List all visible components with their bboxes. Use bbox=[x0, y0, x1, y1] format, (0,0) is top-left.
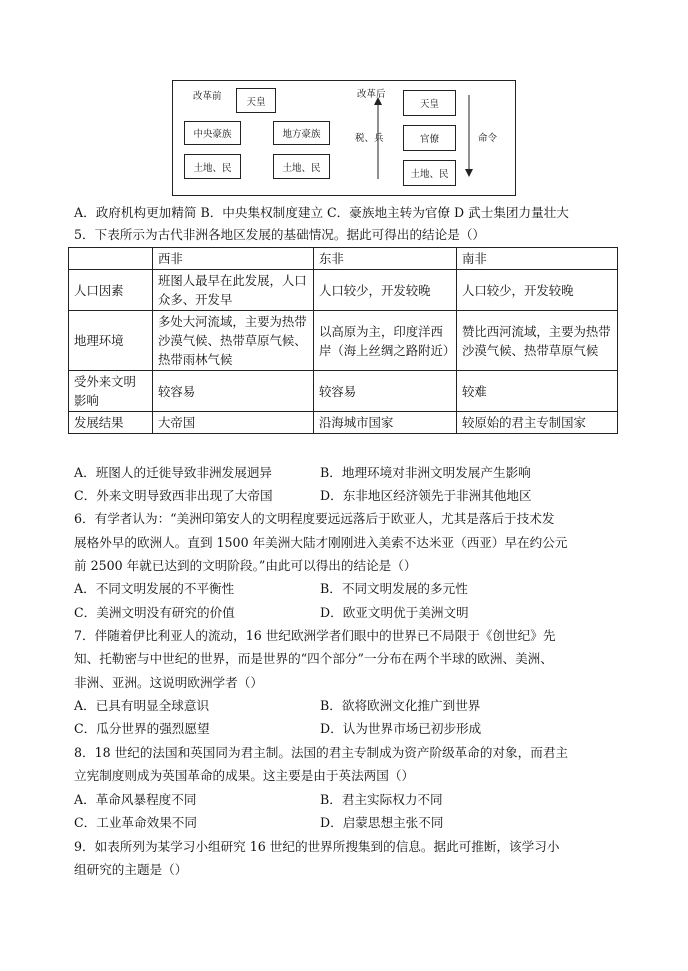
q8-option-c: C．工业革命效果不同 bbox=[74, 815, 197, 830]
q9-line-1: 9．如表所列为某学习小组研究 16 世纪的世界所搜集到的信息。据此可推断，该学习小 bbox=[74, 839, 560, 854]
table-cell bbox=[69, 248, 153, 270]
table-header-row bbox=[69, 248, 618, 270]
table-cell: 人口因素 bbox=[69, 270, 153, 311]
after-label: 改革后 bbox=[357, 89, 386, 100]
q7-line-3: 非洲、亚洲。这说明欧洲学者（） bbox=[74, 675, 263, 690]
q9-line-2: 组研究的主题是（） bbox=[74, 862, 188, 877]
q5-table bbox=[68, 247, 618, 434]
table-cell: 地理环境 bbox=[69, 311, 153, 371]
table-row bbox=[69, 371, 618, 412]
officials-box: 官僚 bbox=[403, 125, 456, 151]
table-cell: 较容易 bbox=[314, 371, 457, 412]
q6-option-d: D．欧亚文明优于美洲文明 bbox=[320, 605, 469, 620]
q8-line-2: 立宪制度则成为英国革命的成果。这主要是由于英法两国（） bbox=[74, 768, 415, 783]
table-cell: 班图人最早在此发展，人口众多、开发早 bbox=[153, 270, 314, 311]
table-row bbox=[69, 270, 618, 311]
table-cell: 人口较少，开发较晚 bbox=[457, 270, 618, 311]
after-emperor-box: 天皇 bbox=[403, 90, 456, 116]
q6-option-a: A．不同文明发展的不平衡性 bbox=[74, 581, 235, 596]
q8-option-d: D．启蒙思想主张不同 bbox=[320, 815, 444, 830]
q8-option-a: A．革命风暴程度不同 bbox=[74, 792, 197, 807]
table-cell: 赞比西河流域，主要为热带沙漠气候、热带草原气候 bbox=[457, 311, 618, 371]
q5-option-b: B．地理环境对非洲文明发展产生影响 bbox=[320, 465, 531, 480]
q6-option-b: B．不同文明发展的多元性 bbox=[320, 581, 468, 596]
q5-option-c: C．外来文明导致西非出现了大帝国 bbox=[74, 488, 273, 503]
table-cell: 以高原为主，印度洋西岸（海上丝绸之路附近） bbox=[314, 311, 457, 371]
taika-reform-diagram bbox=[172, 80, 516, 196]
local-clans-box: 地方豪族 bbox=[273, 121, 330, 145]
table-cell: 较原始的君主专制国家 bbox=[457, 412, 618, 434]
table-cell: 受外来文明影响 bbox=[69, 371, 153, 412]
q7-line-2: 知、托勒密与中世纪的世界，而是世界的“四个部分”一分布在两个半球的欧洲、美洲、 bbox=[74, 651, 553, 666]
table-cell: 东非 bbox=[314, 248, 457, 270]
before-emperor-box: 天皇 bbox=[236, 88, 276, 113]
before-label: 改革前 bbox=[193, 91, 222, 102]
q6-line-1: 6．有学者认为：“美洲印第安人的文明程度要远远落后于欧亚人，尤其是落后于技术发 bbox=[74, 511, 555, 526]
q7-option-a: A．已具有明显全球意识 bbox=[74, 698, 210, 713]
table-row bbox=[69, 412, 618, 434]
q6-line-3: 前 2500 年就已达到的文明阶段。”由此可以得出的结论是（） bbox=[74, 558, 417, 573]
q7-option-c: C．瓜分世界的强烈愿望 bbox=[74, 721, 210, 736]
q5-stem: 5．下表所示为古代非洲各地区发展的基础情况。据此可得出的结论是（） bbox=[74, 227, 486, 242]
table-cell: 较难 bbox=[457, 371, 618, 412]
q5-option-a: A．班图人的迁徙导致非洲发展迥异 bbox=[74, 465, 273, 480]
table-cell: 南非 bbox=[457, 248, 618, 270]
land-people-box-3: 土地、民 bbox=[403, 160, 456, 186]
q8-line-1: 8．18 世纪的法国和英国同为君主制。法国的君主专制成为资产阶级革命的对象，而君主 bbox=[74, 745, 569, 760]
land-people-box-2: 土地、民 bbox=[273, 154, 330, 179]
table-cell: 西非 bbox=[153, 248, 314, 270]
q8-option-b: B．君主实际权力不同 bbox=[320, 792, 443, 807]
central-clans-box: 中央豪族 bbox=[184, 121, 241, 145]
table-row bbox=[69, 311, 618, 371]
q6-option-c: C．美洲文明没有研究的价值 bbox=[74, 605, 235, 620]
q6-line-2: 展格外早的欧洲人。直到 1500 年美洲大陆才刚刚进入美索不达米亚（西亚）早在约公元 bbox=[74, 535, 568, 550]
q7-option-d: D．认为世界市场已初步形成 bbox=[320, 721, 482, 736]
order-label: 命令 bbox=[478, 133, 498, 144]
q5-option-d: D．东非地区经济领先于非洲其他地区 bbox=[320, 488, 532, 503]
table-cell: 大帝国 bbox=[153, 412, 314, 434]
table-cell: 人口较少，开发较晚 bbox=[314, 270, 457, 311]
table-cell: 多处大河流域，主要为热带沙漠气候、热带草原气候、热带雨林气候 bbox=[153, 311, 314, 371]
q7-line-1: 7．伴随着伊比利亚人的流动，16 世纪欧洲学者们眼中的世界已不局限于《创世纪》先 bbox=[74, 628, 556, 643]
land-people-box-1: 土地、民 bbox=[184, 154, 241, 179]
table-cell: 沿海城市国家 bbox=[314, 412, 457, 434]
q7-option-b: B．欲将欧洲文化推广到世界 bbox=[320, 698, 481, 713]
table-cell: 较容易 bbox=[153, 371, 314, 412]
q4-options: A．政府机构更加精简 B．中央集权制度建立 C．豪族地主转为官僚 D 武士集团力量壮大 bbox=[74, 205, 569, 220]
tax-label: 税、兵 bbox=[355, 133, 384, 144]
table-cell: 发展结果 bbox=[69, 412, 153, 434]
